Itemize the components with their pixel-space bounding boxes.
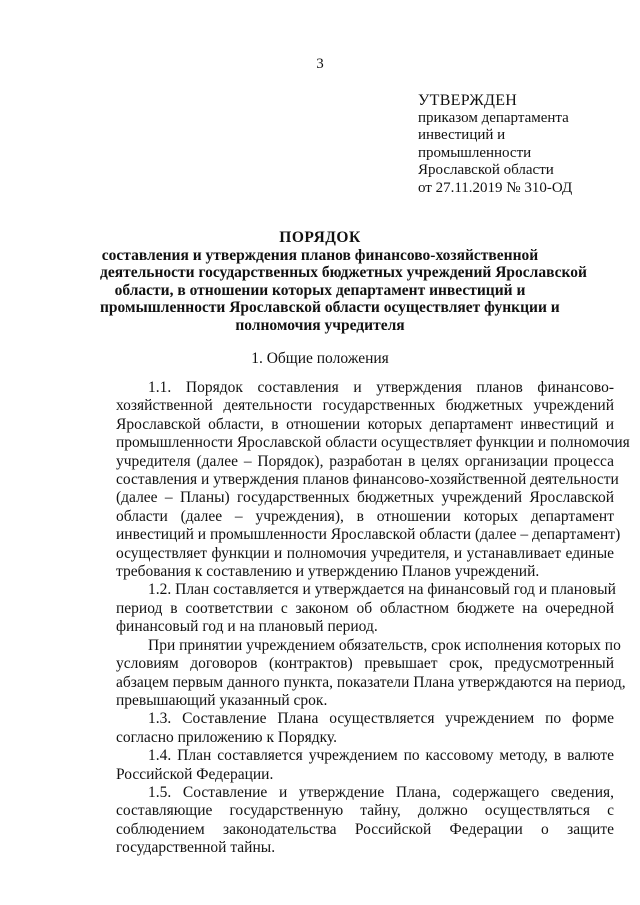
approval-title: УТВЕРЖДЕН: [418, 92, 518, 109]
text-line: При принятии учреждением обязательств, срок исполнения которых по: [148, 636, 621, 654]
text-line: 1.2. План составляется и утверждается на финансовый год и плановый: [148, 581, 616, 599]
document-heading: [100, 229, 587, 335]
text-line: инвестиций и промышленности Ярославской области (далее – департамент): [116, 526, 621, 544]
approval-line: промышленности: [418, 144, 532, 161]
approval-line: Ярославской области: [418, 162, 554, 178]
text-line: период в соответствии с законом об областном бюджете на очередной: [116, 599, 614, 617]
text-line: 1.5. Составление и утверждение Плана, содержащего сведения,: [148, 783, 614, 801]
approval-stamp-block: [418, 92, 618, 197]
document-subtitle-line: промышленности Ярославской области осуществляет функции и: [100, 299, 560, 317]
text-line: условиям договоров (контрактов) превышает срок, предусмотренный: [116, 655, 614, 673]
text-line: Российской Федерации.: [116, 765, 274, 783]
text-line: 1.1. Порядок составления и утверждения планов финансово-: [148, 379, 614, 396]
text-line: учредителя (далее – Порядок), разработан в целях организации процесса: [116, 452, 614, 470]
text-line: государственной тайны.: [116, 839, 276, 857]
text-line: требования к составлению и утверждению Планов учреждений.: [116, 563, 540, 581]
text-line: соблюдением законодательства Российской Федерации о защите: [116, 820, 614, 838]
text-line: промышленности Ярославской области осуществляет функции и полномочия: [116, 434, 630, 452]
text-line: 1.3. Составление Плана осуществляется учреждением по форме: [148, 710, 614, 728]
page-number: 3: [316, 56, 324, 72]
text-line: осуществляет функции и полномочия учредителя, и устанавливает единые: [116, 544, 614, 562]
paragraph: [116, 747, 614, 784]
document-title: ПОРЯДОК: [279, 229, 361, 246]
document-subtitle-line: полномочия учредителя: [235, 316, 405, 334]
paragraph: [116, 784, 614, 858]
approval-line: от 27.11.2019 № 310-ОД: [418, 179, 573, 196]
text-line: хозяйственной деятельности государственных бюджетных учреждений: [116, 397, 614, 415]
text-line: составляющие государственную тайну, должно осуществляться с: [116, 802, 614, 820]
paragraph: [116, 636, 626, 711]
document-subtitle-line: области, в отношении которых департамент инвестиций и: [114, 281, 526, 299]
text-line: составления и утверждения планов финансово-хозяйственной деятельности: [116, 471, 619, 489]
text-line: согласно приложению к Порядку.: [116, 728, 337, 746]
text-line: области (далее – учреждения), в отношении которых департамент: [116, 507, 614, 525]
text-line: (далее – Планы) государственных бюджетных учреждений Ярославской: [116, 489, 614, 507]
paragraph: [116, 581, 614, 636]
approval-line: инвестиций и: [418, 127, 506, 143]
section-title: 1. Общие положения: [251, 350, 389, 367]
text-line: превышающий указанный срок.: [116, 691, 328, 709]
text-line: Ярославской области, в отношении которых департамент инвестиций и: [116, 415, 614, 433]
document-subtitle-line: деятельности государственных бюджетных учреждений Ярославской: [100, 264, 587, 282]
body-text: [116, 379, 630, 858]
text-line: 1.4. План составляется учреждением по кассовому методу, в валюте: [148, 747, 614, 765]
text-line: абзацем первым данного пункта, показатели Плана утверждаются на период,: [116, 673, 626, 691]
document-subtitle-line: составления и утверждения планов финансово-хозяйственной: [101, 246, 539, 264]
text-line: финансовый год и на плановый период.: [116, 618, 378, 636]
approval-line: приказом департамента: [418, 109, 569, 126]
paragraph: [116, 710, 614, 747]
paragraph: [116, 379, 630, 581]
